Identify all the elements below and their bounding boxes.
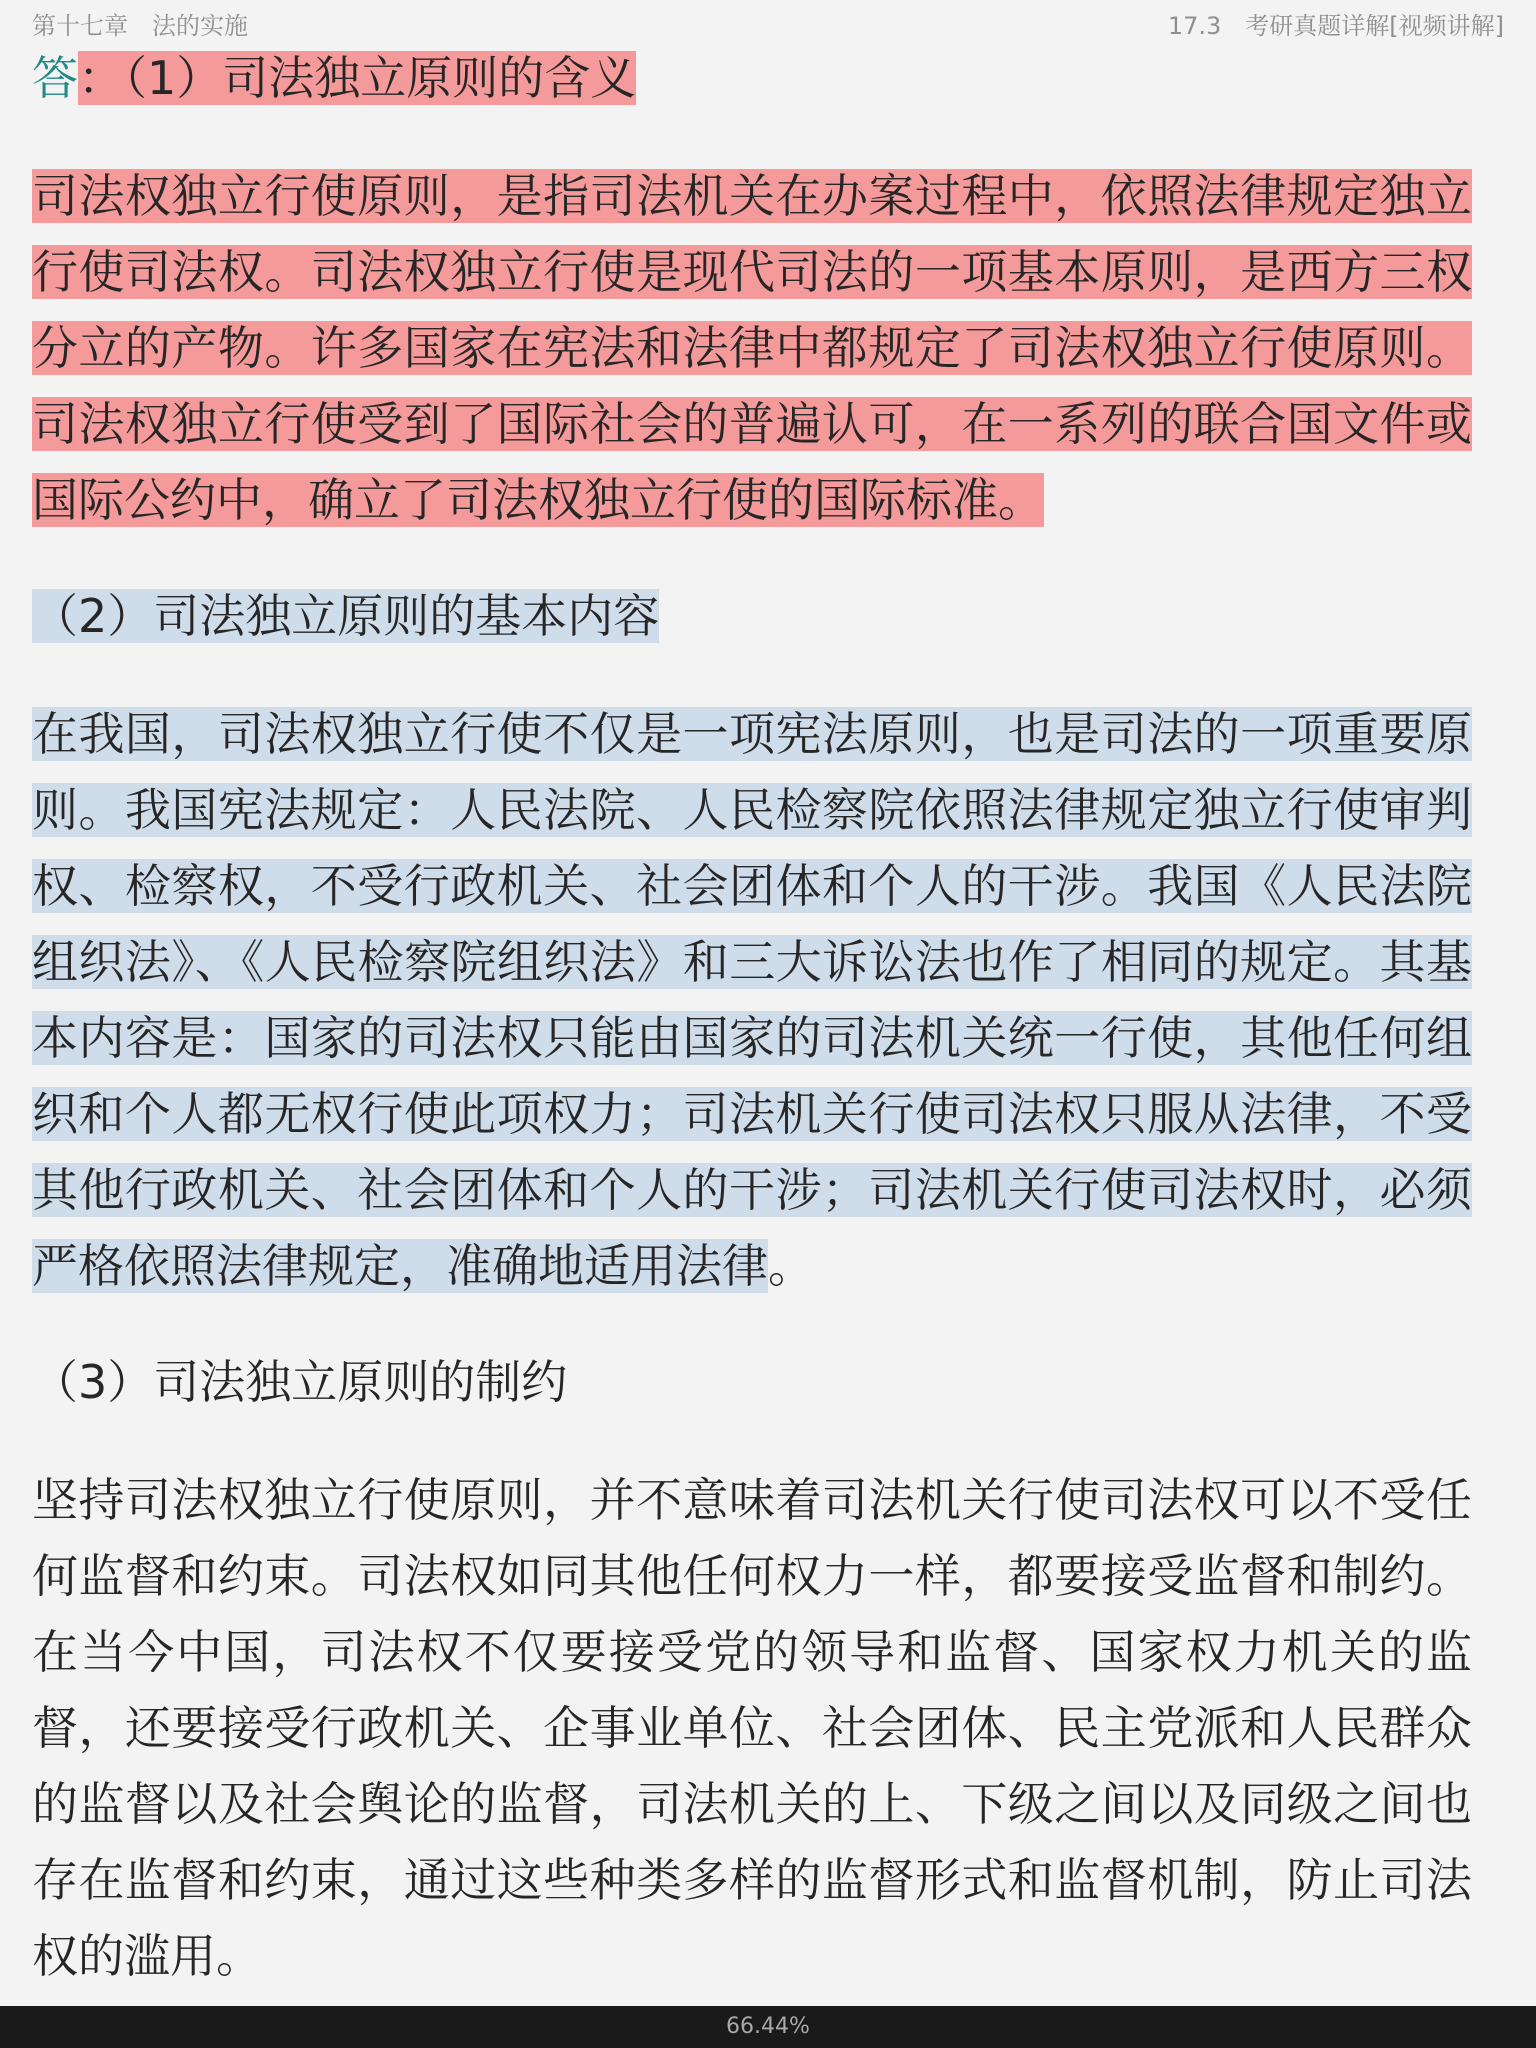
paragraph-meaning-text: 司法权独立行使原则，是指司法机关在办案过程中，依照法律规定独立行使司法权。司法权独立行使是现代司法的一项基本原则，是西方三权分立的产物。许多国家在宪法和法律中都规定了司法权独立行使原则。司法权独立行使受到了国际社会的普遍认可，在一系列的联合国文件或国际公约中，确立了司法权独立行使的国际标准。	[32, 169, 1472, 527]
paragraph-constraint: 坚持司法权独立行使原则，并不意味着司法机关行使司法权可以不受任何监督和约束。司法权如同其他任何权力一样，都要接受监督和制约。在当今中国，司法权不仅要接受党的领导和监督、国家权力机关的监督，还要接受行政机关、企事业单位、社会团体、民主党派和人民群众的监督以及社会舆论的监督，司法机关的上、下级之间以及同级之间也存在监督和约束，通过这些种类多样的监督形式和监督机制，防止司法权的滥用。	[32, 1473, 1472, 1983]
paragraph-content-text: 在我国，司法权独立行使不仅是一项宪法原则，也是司法的一项重要原则。我国宪法规定：人民法院、人民检察院依照法律规定独立行使审判权、检察权，不受行政机关、社会团体和个人的干涉。我国《人民法院组织法》、《人民检察院组织法》和三大诉讼法也作了相同的规定。其基本内容是：国家的司法权只能由国家的司法机关统一行使，其他任何组织和个人都无权行使此项权力；司法机关行使司法权只服从法律，不受其他行政机关、社会团体和个人的干涉；司法机关行使司法权时，必须严格依照法律规定，准确地适用法律	[32, 707, 1472, 1293]
paragraph-meaning	[32, 158, 1472, 538]
chapter-title: 第十七章 法的实施	[32, 12, 248, 40]
heading-meaning	[32, 40, 1472, 116]
page-header	[0, 0, 1536, 40]
paragraph-content	[32, 696, 1472, 1304]
heading-content	[32, 578, 1472, 654]
document-content	[32, 40, 1472, 1994]
paragraph-content-end: 。	[768, 1239, 814, 1293]
reading-progress-bar	[0, 2006, 1536, 2048]
heading-content-text: （2）司法独立原则的基本内容	[32, 589, 660, 643]
answer-prefix: 答	[32, 51, 78, 105]
heading-meaning-text: ：（1）司法独立原则的含义	[78, 51, 637, 105]
reading-progress-text: 66.44%	[726, 2014, 810, 2039]
heading-constraint: （3）司法独立原则的制约	[32, 1355, 568, 1409]
section-title: 17.3 考研真题详解[视频讲解]	[1167, 12, 1504, 40]
